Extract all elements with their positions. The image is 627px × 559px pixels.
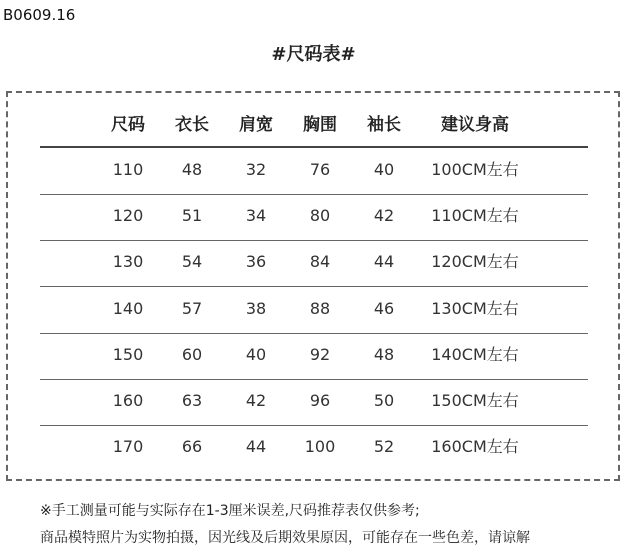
table-row <box>0 250 627 274</box>
cell-chest: 100 <box>304 437 336 457</box>
table-row <box>0 343 627 367</box>
header-shoulder: 肩宽 <box>239 115 273 135</box>
page-title: #尺码表# <box>271 44 356 65</box>
row-divider <box>40 379 588 380</box>
cell-shoulder: 40 <box>245 344 267 364</box>
cell-sleeve: 40 <box>373 160 395 179</box>
cell-size: 130 <box>112 252 144 272</box>
cell-length: 51 <box>181 206 203 226</box>
row-divider <box>40 333 588 334</box>
cell-length: 60 <box>181 344 203 364</box>
cell-length: 63 <box>181 391 203 410</box>
cell-height: 100CM左右 <box>431 160 519 179</box>
product-code: B0609.16 <box>3 6 76 24</box>
cell-size: 170 <box>112 437 144 457</box>
cell-height: 140CM左右 <box>431 344 519 364</box>
cell-height: 130CM左右 <box>431 298 519 318</box>
table-row <box>0 297 627 321</box>
table-row <box>0 389 627 413</box>
cell-shoulder: 34 <box>245 206 267 226</box>
table-row <box>0 435 627 459</box>
cell-size: 110 <box>112 160 144 179</box>
row-divider <box>40 194 588 195</box>
table-row <box>0 158 627 182</box>
table-row <box>0 204 627 228</box>
cell-height: 160CM左右 <box>431 437 519 457</box>
cell-sleeve: 48 <box>373 344 395 364</box>
cell-sleeve: 46 <box>373 298 395 318</box>
header-chest: 胸围 <box>303 115 337 135</box>
cell-height: 120CM左右 <box>431 252 519 272</box>
cell-length: 54 <box>181 252 203 272</box>
cell-shoulder: 38 <box>245 298 267 318</box>
cell-chest: 88 <box>309 298 331 318</box>
cell-chest: 92 <box>309 344 331 364</box>
cell-size: 140 <box>112 298 144 318</box>
cell-shoulder: 42 <box>245 391 267 410</box>
table-header <box>0 113 627 137</box>
cell-chest: 80 <box>309 206 331 226</box>
header-divider <box>40 146 588 148</box>
note-color: 商品模特照片为实物拍摄，因光线及后期效果原因，可能存在一些色差，请谅解 <box>40 530 530 546</box>
cell-length: 48 <box>181 160 203 179</box>
cell-length: 57 <box>181 298 203 318</box>
note-measurement: ※手工测量可能与实际存在1-3厘米误差,尺码推荐表仅供参考; <box>40 503 420 519</box>
cell-chest: 96 <box>309 391 331 410</box>
header-size: 尺码 <box>111 115 145 135</box>
row-divider <box>40 286 588 287</box>
cell-height: 150CM左右 <box>431 391 519 410</box>
cell-sleeve: 42 <box>373 206 395 226</box>
cell-length: 66 <box>181 437 203 457</box>
row-divider <box>40 240 588 241</box>
row-divider <box>40 425 588 426</box>
cell-size: 150 <box>112 344 144 364</box>
header-height: 建议身高 <box>441 115 509 135</box>
notes <box>40 498 530 552</box>
cell-shoulder: 32 <box>245 160 267 179</box>
cell-chest: 84 <box>309 252 331 272</box>
cell-size: 120 <box>112 206 144 226</box>
cell-shoulder: 36 <box>245 252 267 272</box>
cell-chest: 76 <box>309 160 331 179</box>
header-sleeve: 袖长 <box>367 115 401 135</box>
cell-sleeve: 52 <box>373 437 395 457</box>
header-length: 衣长 <box>175 115 209 135</box>
cell-shoulder: 44 <box>245 437 267 457</box>
cell-height: 110CM左右 <box>431 206 519 226</box>
cell-sleeve: 50 <box>373 391 395 410</box>
cell-sleeve: 44 <box>373 252 395 272</box>
cell-size: 160 <box>112 391 144 410</box>
